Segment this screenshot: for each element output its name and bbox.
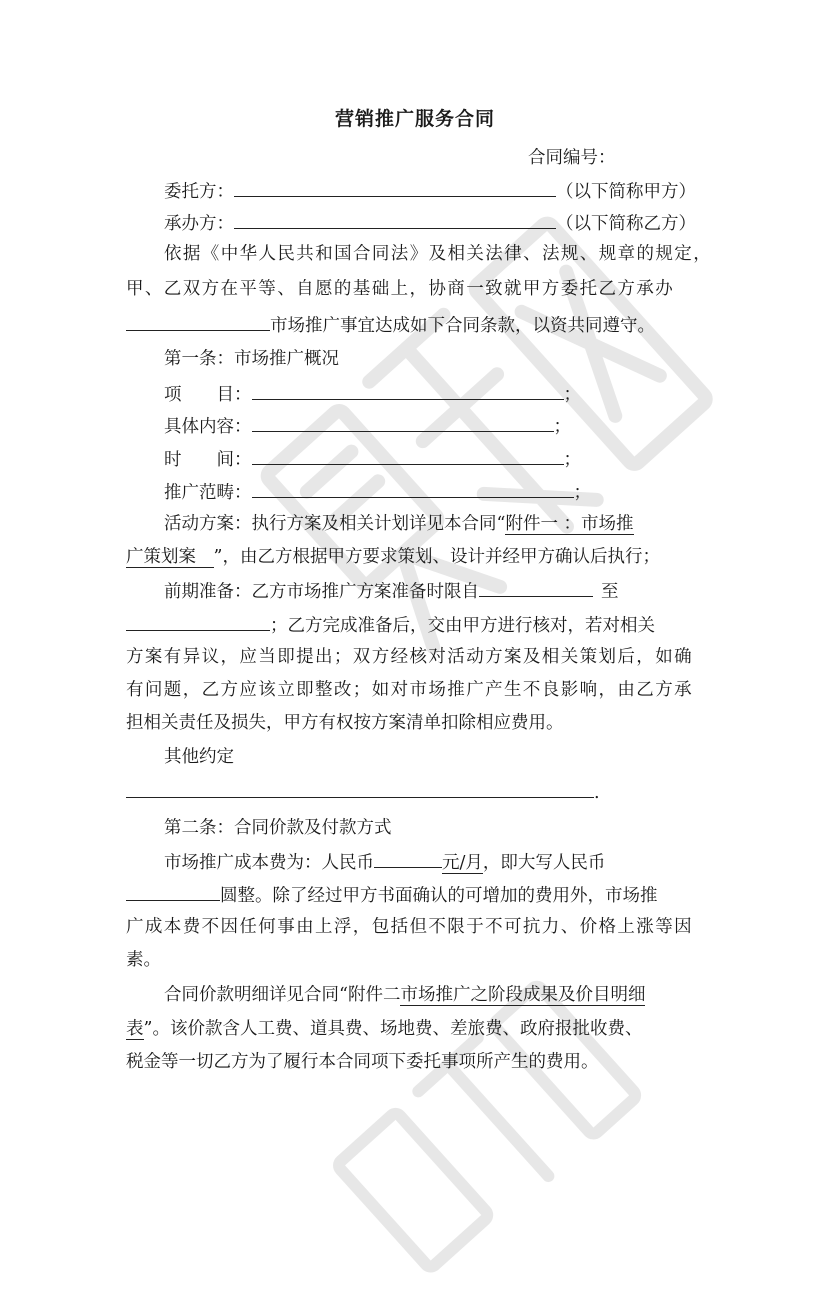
contractor-line <box>164 210 696 236</box>
client-suffix: （以下简称甲方） <box>556 182 696 202</box>
prep-to: 至 <box>601 582 619 602</box>
contract-number-label: 合同编号： <box>528 148 616 168</box>
other-heading: 其他约定 <box>164 747 234 767</box>
plan-line-1 <box>164 512 634 536</box>
prep-end-blank[interactable] <box>126 612 270 631</box>
detail-line-1 <box>164 983 645 1007</box>
detail-line-2 <box>126 1017 642 1041</box>
detail-attachment-ref-2: 表 <box>126 1019 144 1039</box>
other-line <box>126 779 600 805</box>
content-blank[interactable] <box>252 413 554 432</box>
intro-line-3-text: 市场推广事宜达成如下合同条款，以资共同遵守。 <box>270 316 655 336</box>
article2-heading: 第二条：合同价款及付款方式 <box>164 818 392 838</box>
client-line <box>164 178 696 204</box>
plan-line-2 <box>126 545 660 569</box>
detail-line-3: 税金等一切乙方为了履行本合同项下委托事项所产生的费用。 <box>126 1052 599 1072</box>
prep-text-2: ；乙方完成准备后，交由甲方进行核对，若对相关 <box>270 616 655 636</box>
client-blank[interactable] <box>234 178 556 197</box>
plan-text-1: 活动方案：执行方案及相关计划详见本合同“ <box>164 514 506 534</box>
item-label: 项 目： <box>164 385 252 405</box>
cost-text-1b: ，即大写人民币 <box>482 853 606 873</box>
intro-line-2: 甲、乙双方在平等、自愿的基础上，协商一致就甲方委托乙方承办 <box>126 279 675 299</box>
cost-text-2: 圆整。除了经过甲方书面确认的可增加的费用外，市场推 <box>220 886 658 906</box>
watermark-logo-bottom <box>302 955 659 1304</box>
scope-label: 推广范畴： <box>164 483 252 503</box>
time-label: 时 间： <box>164 450 252 470</box>
detail-attachment-ref-1: 市场推广之阶段成果及价目明细 <box>400 985 646 1005</box>
scope-line <box>164 479 591 505</box>
contract-title: 营销推广服务合同 <box>334 108 495 130</box>
time-semicolon: ； <box>563 450 581 470</box>
other-period: . <box>594 783 600 803</box>
time-blank[interactable] <box>252 446 564 465</box>
detail-text-2: ”。该价款含人工费、道具费、场地费、差旅费、政府报批收费、 <box>143 1019 643 1039</box>
cost-line-4: 素。 <box>126 950 161 970</box>
content-line <box>164 413 571 439</box>
scope-semicolon: ； <box>573 483 591 503</box>
cost-amount-blank[interactable] <box>374 849 442 868</box>
article1-heading: 第一条：市场推广概况 <box>164 349 339 369</box>
intro-blank[interactable] <box>126 312 270 331</box>
prep-line-3: 方案有异议，应当即提出；双方经核对活动方案及相关策划后，如确 <box>126 647 693 667</box>
cost-words-blank[interactable] <box>126 882 220 901</box>
plan-attachment-ref-1: 附件一 ：市场推 <box>505 514 634 534</box>
cost-text-1: 市场推广成本费为：人民币 <box>164 853 374 873</box>
cost-unit: 元/月 <box>442 853 483 873</box>
intro-line-3 <box>126 312 655 338</box>
prep-line-1 <box>164 578 619 604</box>
item-line <box>164 381 581 407</box>
prep-text-1: 前期准备：乙方市场推广方案准备时限自 <box>164 582 479 602</box>
plan-attachment-ref-2: 广策划案 <box>126 547 214 567</box>
prep-start-blank[interactable] <box>479 578 593 597</box>
cost-line-2 <box>126 882 658 908</box>
content-semicolon: ； <box>553 417 571 437</box>
prep-line-2 <box>126 612 655 638</box>
time-line <box>164 446 581 472</box>
plan-text-2: ”，由乙方根据甲方要求策划、设计并经甲方确认后执行； <box>213 547 660 567</box>
client-label: 委托方： <box>164 182 234 202</box>
prep-line-5: 担相关责任及损失，甲方有权按方案清单扣除相应费用。 <box>126 713 564 733</box>
contractor-suffix: （以下简称乙方） <box>556 214 696 234</box>
item-semicolon: ； <box>563 385 581 405</box>
cost-line-1 <box>164 849 605 875</box>
prep-line-4: 有问题，乙方应该立即整改；如对市场推广产生不良影响，由乙方承 <box>126 680 693 700</box>
contractor-label: 承办方： <box>164 214 234 234</box>
content-label: 具体内容： <box>164 417 252 437</box>
detail-text-1: 合同价款明细详见合同“附件二 <box>164 985 401 1005</box>
item-blank[interactable] <box>252 381 564 400</box>
scope-blank[interactable] <box>252 479 574 498</box>
other-blank[interactable] <box>126 779 594 798</box>
cost-line-3: 广成本费不因任何事由上浮，包括但不限于不可抗力、价格上涨等因 <box>126 917 693 937</box>
contractor-blank[interactable] <box>234 210 556 229</box>
intro-line-1: 依据《中华人民共和国合同法》及相关法律、法规、规章的规定， <box>164 244 713 264</box>
